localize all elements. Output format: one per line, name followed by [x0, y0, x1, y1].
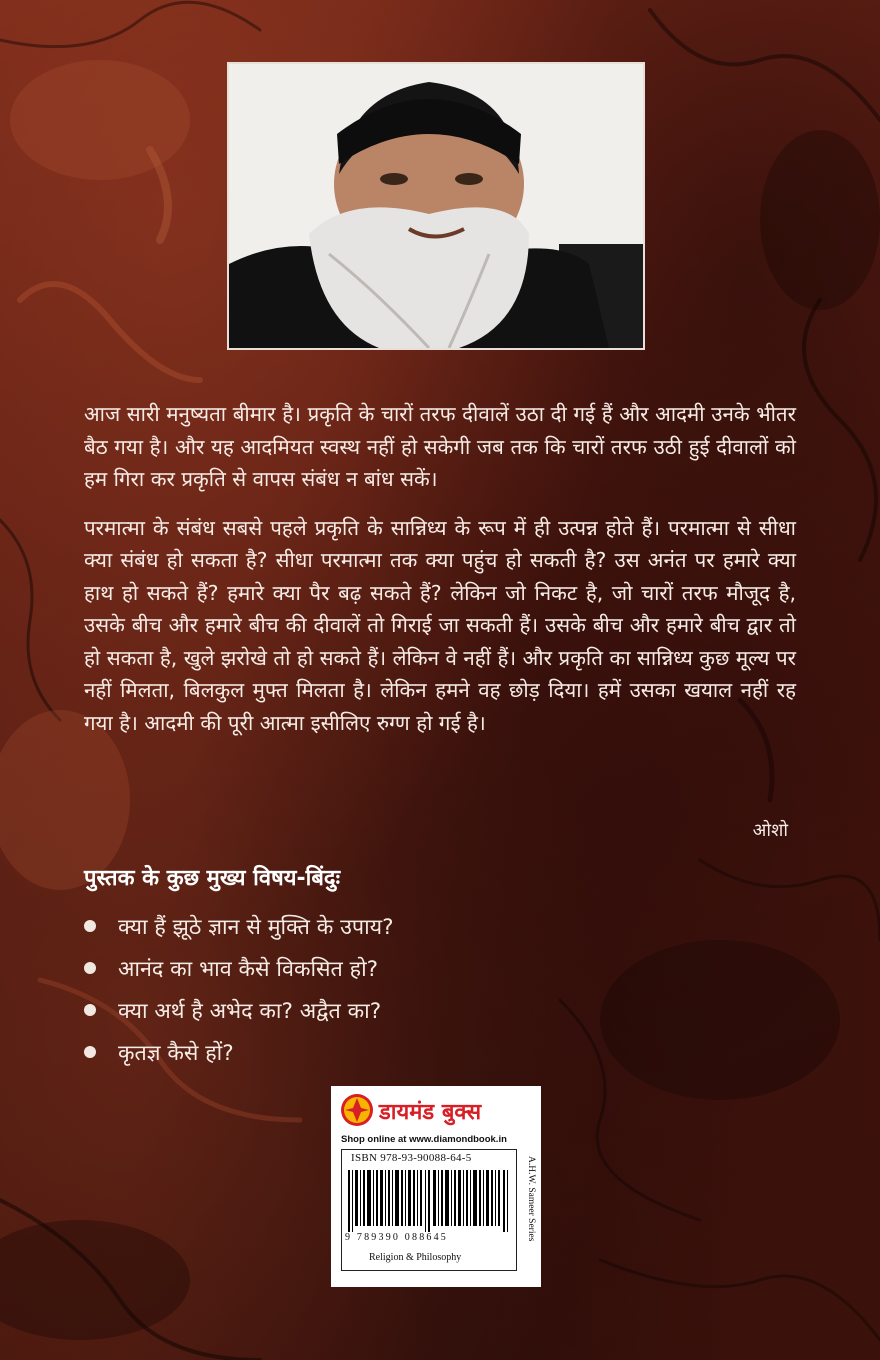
list-item	[84, 947, 394, 989]
list-item	[84, 989, 394, 1031]
publisher-box	[331, 1086, 541, 1287]
barcode-digits: 9 789390 088645	[345, 1232, 448, 1243]
topics-heading: पुस्तक के कुछ मुख्य विषय-बिंदुः	[84, 866, 341, 891]
topic-text: आनंद का भाव कैसे विकसित हो?	[118, 956, 379, 982]
diamond-books-logo-icon	[339, 1092, 375, 1128]
list-item	[84, 1031, 394, 1073]
bullet-icon	[84, 962, 96, 974]
book-category: Religion & Philosophy	[369, 1252, 462, 1263]
series-name: A.H.W. Sameer Series	[526, 1156, 536, 1242]
bullet-icon	[84, 920, 96, 932]
topic-text: क्या हैं झूठे ज्ञान से मुक्ति के उपाय?	[118, 914, 394, 940]
publisher-website: Shop online at www.diamondbook.in	[341, 1134, 507, 1145]
quote-author: ओशो	[752, 820, 788, 841]
author-photo	[227, 62, 645, 350]
quote-paragraph-2: परमात्मा के संबंध सबसे पहले प्रकृति के सान्निध्य के रूप में ही उत्पन्न होते हैं। परमात्मा से सीधा क्या संबंध हो सकता है? सीधा परमात्मा तक क्या पहुंच हो सकती है? उस अनंत पर हमारे क्या हाथ हो सकते हैं? हमारे क्या पैर बढ़ सकते हैं? लेकिन जो निकट है, जो चारों तरफ मौजूद है, उसके बीच और हमारे बीच की दीवालें तो गिराई जा सकती हैं। उसके बीच और हमारे बीच द्वार तो हो सकता है, खुले झरोखे तो हो सकते हैं। लेकिन वे नहीं हैं। और प्रकृति का सान्निध्य कुछ मूल्य पर नहीं मिलता, बिलकुल मुफ्त मिलता है। लेकिन हमने वह छोड़ दिया। हमें उसका खयाल नहीं रह गया है। आदमी की पूरी आत्मा इसीलिए रुग्ण हो गई है।	[84, 515, 796, 735]
barcode	[348, 1170, 512, 1232]
list-item	[84, 905, 394, 947]
publisher-name: डायमंड बुक्स	[379, 1100, 482, 1125]
bullet-icon	[84, 1046, 96, 1058]
quote-paragraph-1: आज सारी मनुष्यता बीमार है। प्रकृति के चारों तरफ दीवालें उठा दी गई हैं और आदमी उनके भीतर बैठ गया है। और यह आदमियत स्वस्थ नहीं हो सकेगी जब तक कि चारों तरफ उठी हुई दीवालों को हम गिरा कर प्रकृति से वापस संबंध न बांध सकें।	[84, 402, 796, 491]
isbn-number: ISBN 978-93-90088-64-5	[351, 1152, 472, 1164]
topics-list	[84, 905, 394, 1073]
quote-block	[84, 398, 796, 755]
topic-text: क्या अर्थ है अभेद का? अद्वैत का?	[118, 998, 382, 1024]
topic-text: कृतज्ञ कैसे हों?	[118, 1040, 234, 1066]
bullet-icon	[84, 1004, 96, 1016]
